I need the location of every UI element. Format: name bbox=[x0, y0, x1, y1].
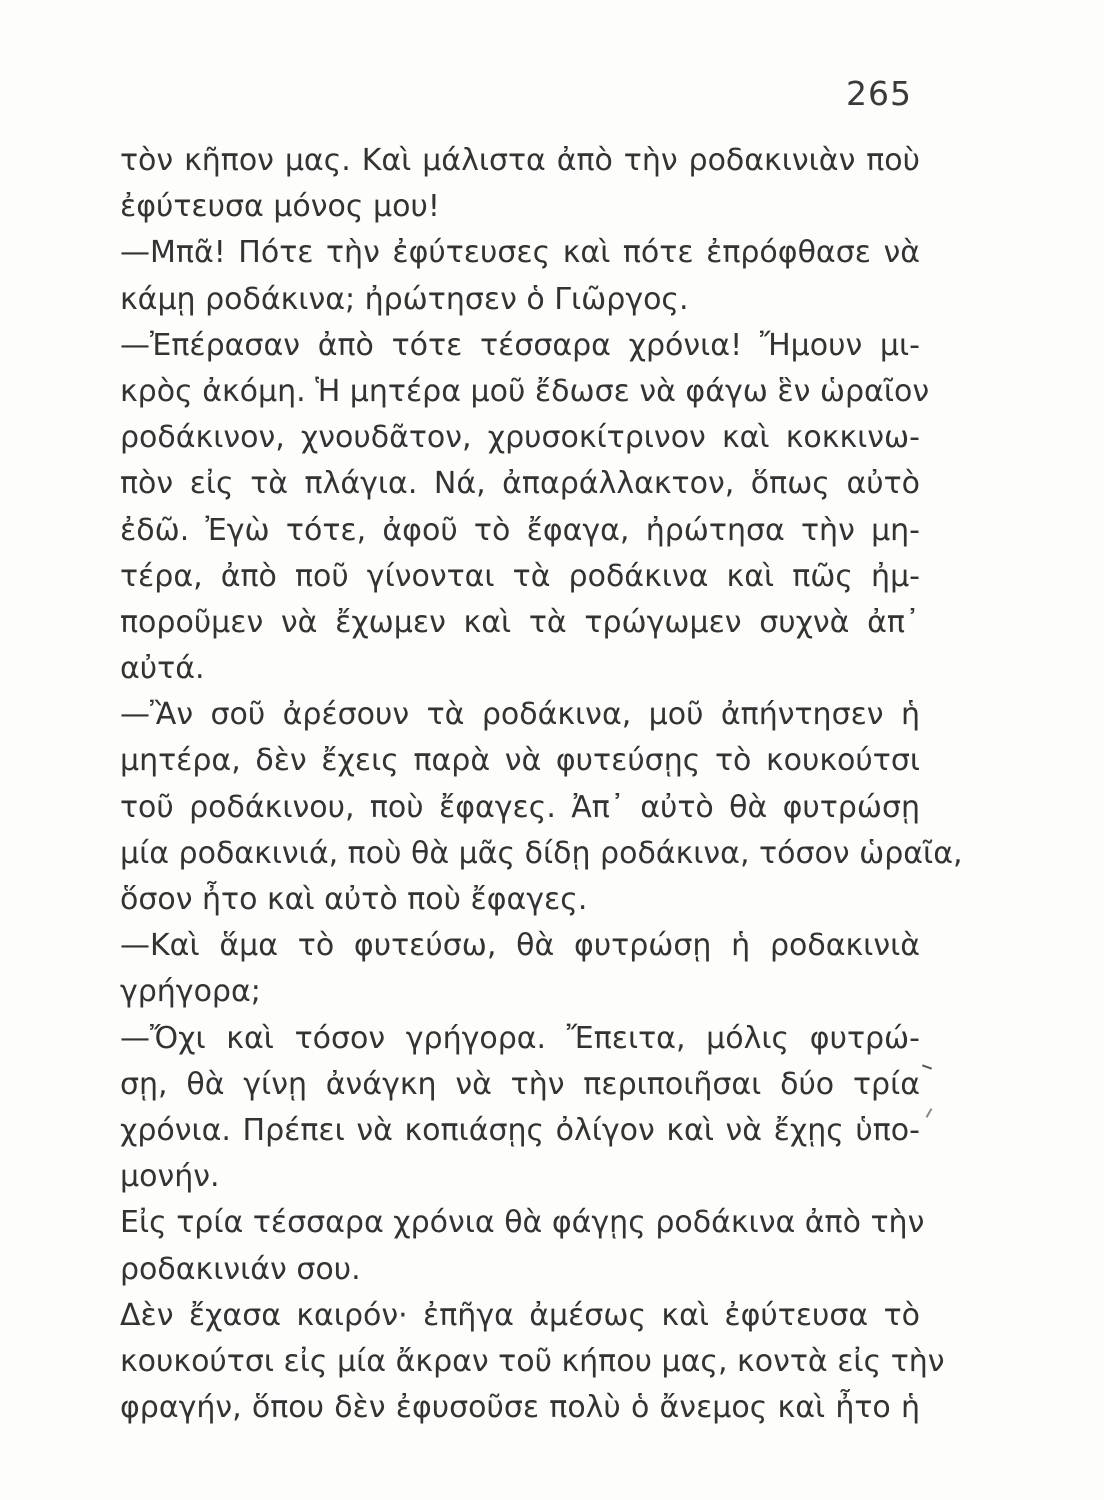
text-line: μονήν. bbox=[120, 1159, 220, 1195]
text-line: —Ἐπέρασαν ἀπὸ τότε τέσσαρα χρόνια! Ἤμουν μι- bbox=[120, 327, 920, 363]
text-line: κρὸς ἀκόμη. Ἡ μητέρα μοῦ ἔδωσε νὰ φάγω ἓν ὡραῖον bbox=[120, 373, 930, 409]
stray-mark bbox=[926, 1108, 933, 1118]
text-line: μία ροδακινιά, ποὺ θὰ μᾶς δίδῃ ροδάκινα, τόσον ὡραῖα, bbox=[120, 835, 963, 871]
text-line: —Ὄχι καὶ τόσον γρήγορα. Ἔπειτα, μόλις φυτρώ- bbox=[120, 1020, 920, 1056]
body-text bbox=[120, 138, 963, 1431]
text-line: τὸν κῆπον μας. Καὶ μάλιστα ἀπὸ τὴν ροδακινιὰν ποὺ bbox=[120, 143, 920, 178]
text-line: ἐδῶ. Ἐγὼ τότε, ἀφοῦ τὸ ἔφαγα, ἠρώτησα τὴν μη- bbox=[120, 512, 920, 548]
text-line: χρόνια. Πρέπει νὰ κοπιάσῃς ὀλίγον καὶ νὰ ἔχῃς ὑπο- bbox=[120, 1112, 920, 1148]
text-line: Εἰς τρία τέσσαρα χρόνια θὰ φάγῃς ροδάκινα ἀπὸ τὴν bbox=[120, 1205, 925, 1241]
text-line: —Ἂν σοῦ ἀρέσουν τὰ ροδάκινα, μοῦ ἀπήντησεν ἡ bbox=[120, 697, 920, 733]
text-line: αὐτά. bbox=[120, 651, 205, 687]
text-line: —Καὶ ἅμα τὸ φυτεύσω, θὰ φυτρώσῃ ἡ ροδακινιὰ bbox=[120, 928, 920, 964]
text-line: —Μπᾶ! Πότε τὴν ἐφύτευσες καὶ πότε ἐπρόφθασε νὰ bbox=[120, 235, 920, 271]
text-line: κάμῃ ροδάκινα; ἠρώτησεν ὁ Γιῶργος. bbox=[120, 281, 689, 317]
text-line: ποροῦμεν νὰ ἔχωμεν καὶ τὰ τρώγωμεν συχνὰ ἀπ᾽ bbox=[120, 604, 920, 640]
stray-mark bbox=[922, 1064, 932, 1069]
text-line: Δὲν ἔχασα καιρόν· ἐπῆγα ἀμέσως καὶ ἐφύτευσα τὸ bbox=[120, 1297, 920, 1333]
text-line: ἐφύτευσα μόνος μου! bbox=[120, 189, 440, 225]
text-line: πὸν εἰς τὰ πλάγια. Νά, ἀπαράλλακτον, ὅπως αὐτὸ bbox=[120, 466, 920, 502]
text-line: ὅσον ἦτο καὶ αὐτὸ ποὺ ἔφαγες. bbox=[120, 882, 588, 917]
text-line: τέρα, ἀπὸ ποῦ γίνονται τὰ ροδάκινα καὶ πῶς ἠμ- bbox=[120, 558, 920, 594]
text-line: γρήγορα; bbox=[120, 974, 261, 1010]
text-line: σῃ, θὰ γίνῃ ἀνάγκη νὰ τὴν περιποιῆσαι δύο τρία bbox=[120, 1066, 920, 1102]
text-line: τοῦ ροδάκινου, ποὺ ἔφαγες. Ἀπ᾽ αὐτὸ θὰ φυτρώσῃ bbox=[120, 789, 920, 825]
text-line: φραγήν, ὅπου δὲν ἐφυσοῦσε πολὺ ὁ ἄνεμος καὶ ἦτο ἡ bbox=[120, 1390, 920, 1426]
page-number: 265 bbox=[846, 74, 912, 113]
text-line: κουκούτσι εἰς μία ἄκραν τοῦ κήπου μας, κοντὰ εἰς τὴν bbox=[120, 1343, 945, 1379]
text-line: ροδάκινον, χνουδᾶτον, χρυσοκίτρινον καὶ κοκκινω- bbox=[120, 420, 920, 456]
text-line: μητέρα, δὲν ἔχεις παρὰ νὰ φυτεύσῃς τὸ κουκούτσι bbox=[120, 743, 920, 779]
text-line: ροδακινιάν σου. bbox=[120, 1251, 361, 1287]
